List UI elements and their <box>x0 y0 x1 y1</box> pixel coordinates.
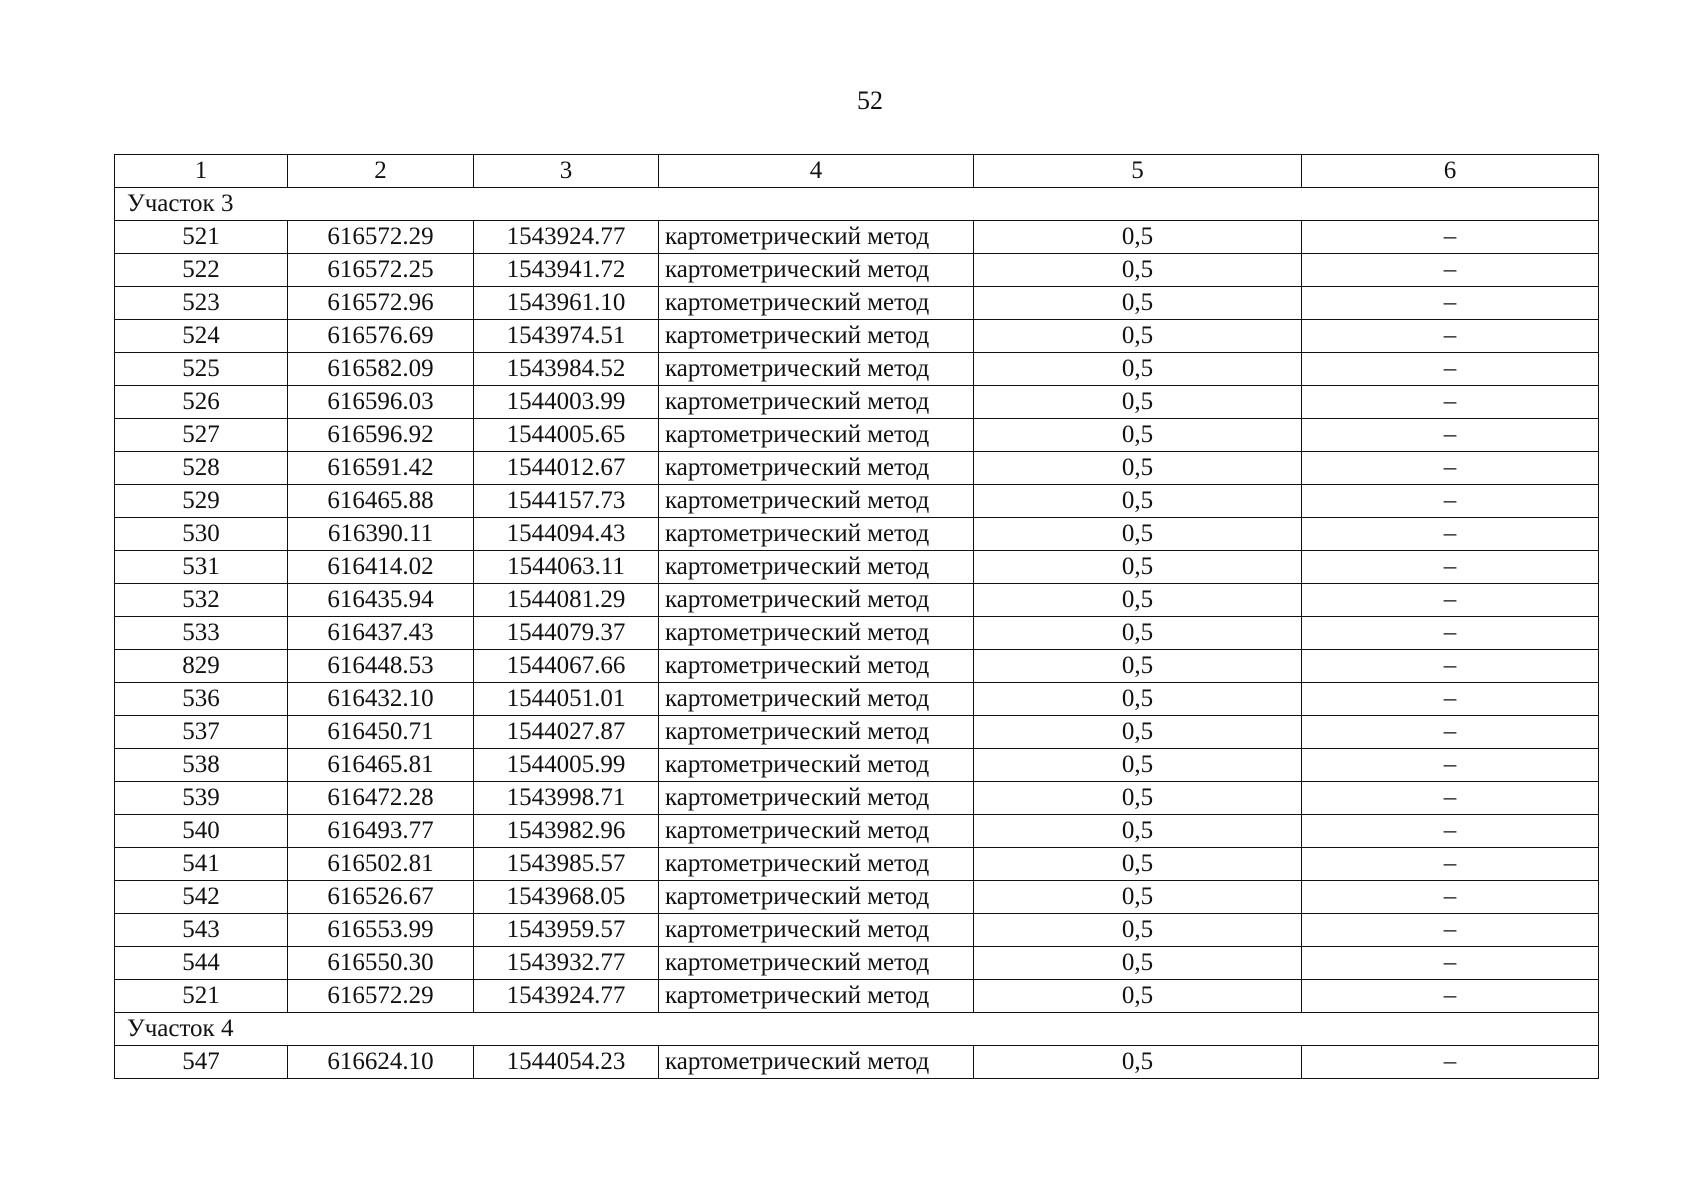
x-coordinate-cell: 616432.10 <box>288 683 474 716</box>
method-cell: картометрический метод <box>659 716 974 749</box>
y-coordinate-cell: 1544081.29 <box>474 584 659 617</box>
x-coordinate-cell: 616502.81 <box>288 848 474 881</box>
table-row <box>115 749 1599 782</box>
table-row <box>115 452 1599 485</box>
method-cell: картометрический метод <box>659 881 974 914</box>
method-cell: картометрический метод <box>659 419 974 452</box>
x-coordinate-cell: 616435.94 <box>288 584 474 617</box>
y-coordinate-cell: 1543982.96 <box>474 815 659 848</box>
column-header: 1 <box>115 155 288 188</box>
accuracy-cell: 0,5 <box>974 947 1302 980</box>
note-cell: – <box>1302 617 1599 650</box>
note-cell: – <box>1302 551 1599 584</box>
point-number-cell: 532 <box>115 584 288 617</box>
point-number-cell: 829 <box>115 650 288 683</box>
method-cell: картометрический метод <box>659 947 974 980</box>
note-cell: – <box>1302 683 1599 716</box>
table-row <box>115 947 1599 980</box>
table-row <box>115 551 1599 584</box>
x-coordinate-cell: 616576.69 <box>288 320 474 353</box>
accuracy-cell: 0,5 <box>974 551 1302 584</box>
x-coordinate-cell: 616414.02 <box>288 551 474 584</box>
note-cell: – <box>1302 254 1599 287</box>
x-coordinate-cell: 616624.10 <box>288 1046 474 1079</box>
accuracy-cell: 0,5 <box>974 419 1302 452</box>
x-coordinate-cell: 616550.30 <box>288 947 474 980</box>
point-number-cell: 539 <box>115 782 288 815</box>
point-number-cell: 538 <box>115 749 288 782</box>
accuracy-cell: 0,5 <box>974 1046 1302 1079</box>
x-coordinate-cell: 616596.03 <box>288 386 474 419</box>
note-cell: – <box>1302 518 1599 551</box>
accuracy-cell: 0,5 <box>974 782 1302 815</box>
y-coordinate-cell: 1543924.77 <box>474 221 659 254</box>
x-coordinate-cell: 616465.88 <box>288 485 474 518</box>
point-number-cell: 527 <box>115 419 288 452</box>
y-coordinate-cell: 1543941.72 <box>474 254 659 287</box>
point-number-cell: 528 <box>115 452 288 485</box>
point-number-cell: 540 <box>115 815 288 848</box>
accuracy-cell: 0,5 <box>974 650 1302 683</box>
method-cell: картометрический метод <box>659 221 974 254</box>
accuracy-cell: 0,5 <box>974 815 1302 848</box>
method-cell: картометрический метод <box>659 683 974 716</box>
point-number-cell: 547 <box>115 1046 288 1079</box>
accuracy-cell: 0,5 <box>974 749 1302 782</box>
y-coordinate-cell: 1543961.10 <box>474 287 659 320</box>
note-cell: – <box>1302 353 1599 386</box>
table-row <box>115 980 1599 1013</box>
accuracy-cell: 0,5 <box>974 320 1302 353</box>
method-cell: картометрический метод <box>659 650 974 683</box>
x-coordinate-cell: 616591.42 <box>288 452 474 485</box>
point-number-cell: 541 <box>115 848 288 881</box>
x-coordinate-cell: 616472.28 <box>288 782 474 815</box>
accuracy-cell: 0,5 <box>974 518 1302 551</box>
table-row <box>115 254 1599 287</box>
method-cell: картометрический метод <box>659 749 974 782</box>
accuracy-cell: 0,5 <box>974 683 1302 716</box>
note-cell: – <box>1302 1046 1599 1079</box>
table-body <box>115 155 1599 1079</box>
table-row <box>115 485 1599 518</box>
x-coordinate-cell: 616572.29 <box>288 221 474 254</box>
section-row <box>115 1013 1599 1046</box>
point-number-cell: 522 <box>115 254 288 287</box>
note-cell: – <box>1302 287 1599 320</box>
y-coordinate-cell: 1544005.99 <box>474 749 659 782</box>
x-coordinate-cell: 616493.77 <box>288 815 474 848</box>
note-cell: – <box>1302 650 1599 683</box>
accuracy-cell: 0,5 <box>974 254 1302 287</box>
method-cell: картометрический метод <box>659 815 974 848</box>
y-coordinate-cell: 1543959.57 <box>474 914 659 947</box>
note-cell: – <box>1302 848 1599 881</box>
table-row <box>115 518 1599 551</box>
method-cell: картометрический метод <box>659 287 974 320</box>
note-cell: – <box>1302 452 1599 485</box>
table-row <box>115 353 1599 386</box>
method-cell: картометрический метод <box>659 914 974 947</box>
table-row <box>115 287 1599 320</box>
point-number-cell: 536 <box>115 683 288 716</box>
note-cell: – <box>1302 947 1599 980</box>
x-coordinate-cell: 616448.53 <box>288 650 474 683</box>
table-row <box>115 914 1599 947</box>
method-cell: картометрический метод <box>659 353 974 386</box>
y-coordinate-cell: 1543932.77 <box>474 947 659 980</box>
y-coordinate-cell: 1543974.51 <box>474 320 659 353</box>
method-cell: картометрический метод <box>659 848 974 881</box>
method-cell: картометрический метод <box>659 584 974 617</box>
accuracy-cell: 0,5 <box>974 386 1302 419</box>
column-header: 6 <box>1302 155 1599 188</box>
x-coordinate-cell: 616596.92 <box>288 419 474 452</box>
accuracy-cell: 0,5 <box>974 617 1302 650</box>
method-cell: картометрический метод <box>659 617 974 650</box>
point-number-cell: 530 <box>115 518 288 551</box>
note-cell: – <box>1302 386 1599 419</box>
x-coordinate-cell: 616465.81 <box>288 749 474 782</box>
y-coordinate-cell: 1544003.99 <box>474 386 659 419</box>
point-number-cell: 521 <box>115 980 288 1013</box>
table-row <box>115 419 1599 452</box>
method-cell: картометрический метод <box>659 254 974 287</box>
accuracy-cell: 0,5 <box>974 485 1302 518</box>
accuracy-cell: 0,5 <box>974 848 1302 881</box>
method-cell: картометрический метод <box>659 452 974 485</box>
point-number-cell: 523 <box>115 287 288 320</box>
coordinates-table <box>114 154 1599 1079</box>
point-number-cell: 531 <box>115 551 288 584</box>
y-coordinate-cell: 1543985.57 <box>474 848 659 881</box>
note-cell: – <box>1302 815 1599 848</box>
point-number-cell: 542 <box>115 881 288 914</box>
method-cell: картометрический метод <box>659 1046 974 1079</box>
y-coordinate-cell: 1544079.37 <box>474 617 659 650</box>
table-row <box>115 320 1599 353</box>
y-coordinate-cell: 1543998.71 <box>474 782 659 815</box>
x-coordinate-cell: 616582.09 <box>288 353 474 386</box>
note-cell: – <box>1302 881 1599 914</box>
note-cell: – <box>1302 716 1599 749</box>
method-cell: картометрический метод <box>659 518 974 551</box>
table-row <box>115 221 1599 254</box>
section-row <box>115 188 1599 221</box>
table-row <box>115 782 1599 815</box>
y-coordinate-cell: 1543984.52 <box>474 353 659 386</box>
y-coordinate-cell: 1544054.23 <box>474 1046 659 1079</box>
table-row <box>115 1046 1599 1079</box>
table-row <box>115 650 1599 683</box>
accuracy-cell: 0,5 <box>974 584 1302 617</box>
method-cell: картометрический метод <box>659 551 974 584</box>
point-number-cell: 543 <box>115 914 288 947</box>
note-cell: – <box>1302 221 1599 254</box>
method-cell: картометрический метод <box>659 782 974 815</box>
point-number-cell: 533 <box>115 617 288 650</box>
accuracy-cell: 0,5 <box>974 716 1302 749</box>
column-header: 4 <box>659 155 974 188</box>
accuracy-cell: 0,5 <box>974 353 1302 386</box>
y-coordinate-cell: 1544005.65 <box>474 419 659 452</box>
section-title: Участок 4 <box>115 1013 1599 1046</box>
x-coordinate-cell: 616572.25 <box>288 254 474 287</box>
section-title: Участок 3 <box>115 188 1599 221</box>
accuracy-cell: 0,5 <box>974 881 1302 914</box>
accuracy-cell: 0,5 <box>974 914 1302 947</box>
y-coordinate-cell: 1544063.11 <box>474 551 659 584</box>
table-row <box>115 848 1599 881</box>
method-cell: картометрический метод <box>659 980 974 1013</box>
x-coordinate-cell: 616437.43 <box>288 617 474 650</box>
table-row <box>115 881 1599 914</box>
point-number-cell: 525 <box>115 353 288 386</box>
accuracy-cell: 0,5 <box>974 287 1302 320</box>
x-coordinate-cell: 616390.11 <box>288 518 474 551</box>
x-coordinate-cell: 616526.67 <box>288 881 474 914</box>
table-row <box>115 716 1599 749</box>
x-coordinate-cell: 616450.71 <box>288 716 474 749</box>
y-coordinate-cell: 1544094.43 <box>474 518 659 551</box>
note-cell: – <box>1302 749 1599 782</box>
method-cell: картометрический метод <box>659 485 974 518</box>
accuracy-cell: 0,5 <box>974 221 1302 254</box>
column-header: 3 <box>474 155 659 188</box>
y-coordinate-cell: 1543924.77 <box>474 980 659 1013</box>
method-cell: картометрический метод <box>659 386 974 419</box>
note-cell: – <box>1302 782 1599 815</box>
x-coordinate-cell: 616553.99 <box>288 914 474 947</box>
column-header: 2 <box>288 155 474 188</box>
table-row <box>115 584 1599 617</box>
table-row <box>115 683 1599 716</box>
table-row <box>115 617 1599 650</box>
y-coordinate-cell: 1544067.66 <box>474 650 659 683</box>
note-cell: – <box>1302 419 1599 452</box>
note-cell: – <box>1302 320 1599 353</box>
point-number-cell: 544 <box>115 947 288 980</box>
y-coordinate-cell: 1544157.73 <box>474 485 659 518</box>
note-cell: – <box>1302 980 1599 1013</box>
x-coordinate-cell: 616572.29 <box>288 980 474 1013</box>
y-coordinate-cell: 1544012.67 <box>474 452 659 485</box>
column-header: 5 <box>974 155 1302 188</box>
point-number-cell: 537 <box>115 716 288 749</box>
table-row <box>115 815 1599 848</box>
note-cell: – <box>1302 914 1599 947</box>
accuracy-cell: 0,5 <box>974 452 1302 485</box>
point-number-cell: 521 <box>115 221 288 254</box>
y-coordinate-cell: 1544051.01 <box>474 683 659 716</box>
point-number-cell: 526 <box>115 386 288 419</box>
table-row <box>115 386 1599 419</box>
y-coordinate-cell: 1543968.05 <box>474 881 659 914</box>
note-cell: – <box>1302 485 1599 518</box>
accuracy-cell: 0,5 <box>974 980 1302 1013</box>
method-cell: картометрический метод <box>659 320 974 353</box>
note-cell: – <box>1302 584 1599 617</box>
point-number-cell: 529 <box>115 485 288 518</box>
y-coordinate-cell: 1544027.87 <box>474 716 659 749</box>
point-number-cell: 524 <box>115 320 288 353</box>
table-header-row <box>115 155 1599 188</box>
x-coordinate-cell: 616572.96 <box>288 287 474 320</box>
page-number: 52 <box>857 86 883 115</box>
